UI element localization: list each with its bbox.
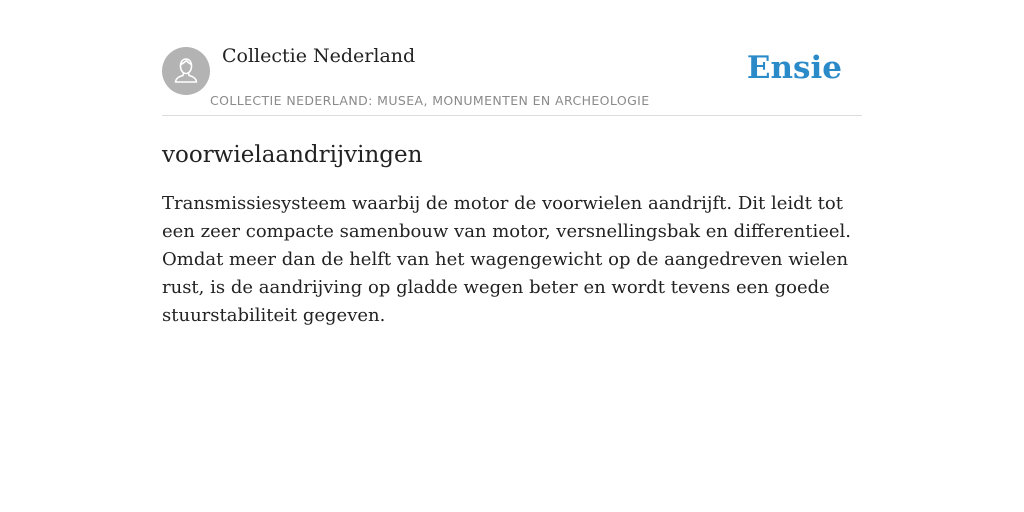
author-name[interactable]: Collectie Nederland (222, 45, 416, 67)
entry-definition: Transmissiesysteem waarbij de motor de voorwielen aandrijft. Dit leidt tot een zeer compacte samenbouw van motor, versnellingsbak en differentieel. Omdat meer dan de helft van het wagengewicht op de aangedreven wielen rust, is de aandrijving op gladde wegen beter en wordt tevens een goede stuurstabiliteit gegeven. (162, 193, 852, 326)
entry-card (162, 0, 862, 330)
entry-header (162, 0, 862, 116)
user-silhouette-icon (162, 47, 210, 95)
ensie-logo[interactable]: Ensie (746, 50, 842, 86)
entry-term: voorwielaandrijvingen (162, 142, 423, 168)
collection-name[interactable]: COLLECTIE NEDERLAND: MUSEA, MONUMENTEN EN ARCHEOLOGIE (210, 93, 650, 108)
author-avatar[interactable] (162, 47, 210, 95)
